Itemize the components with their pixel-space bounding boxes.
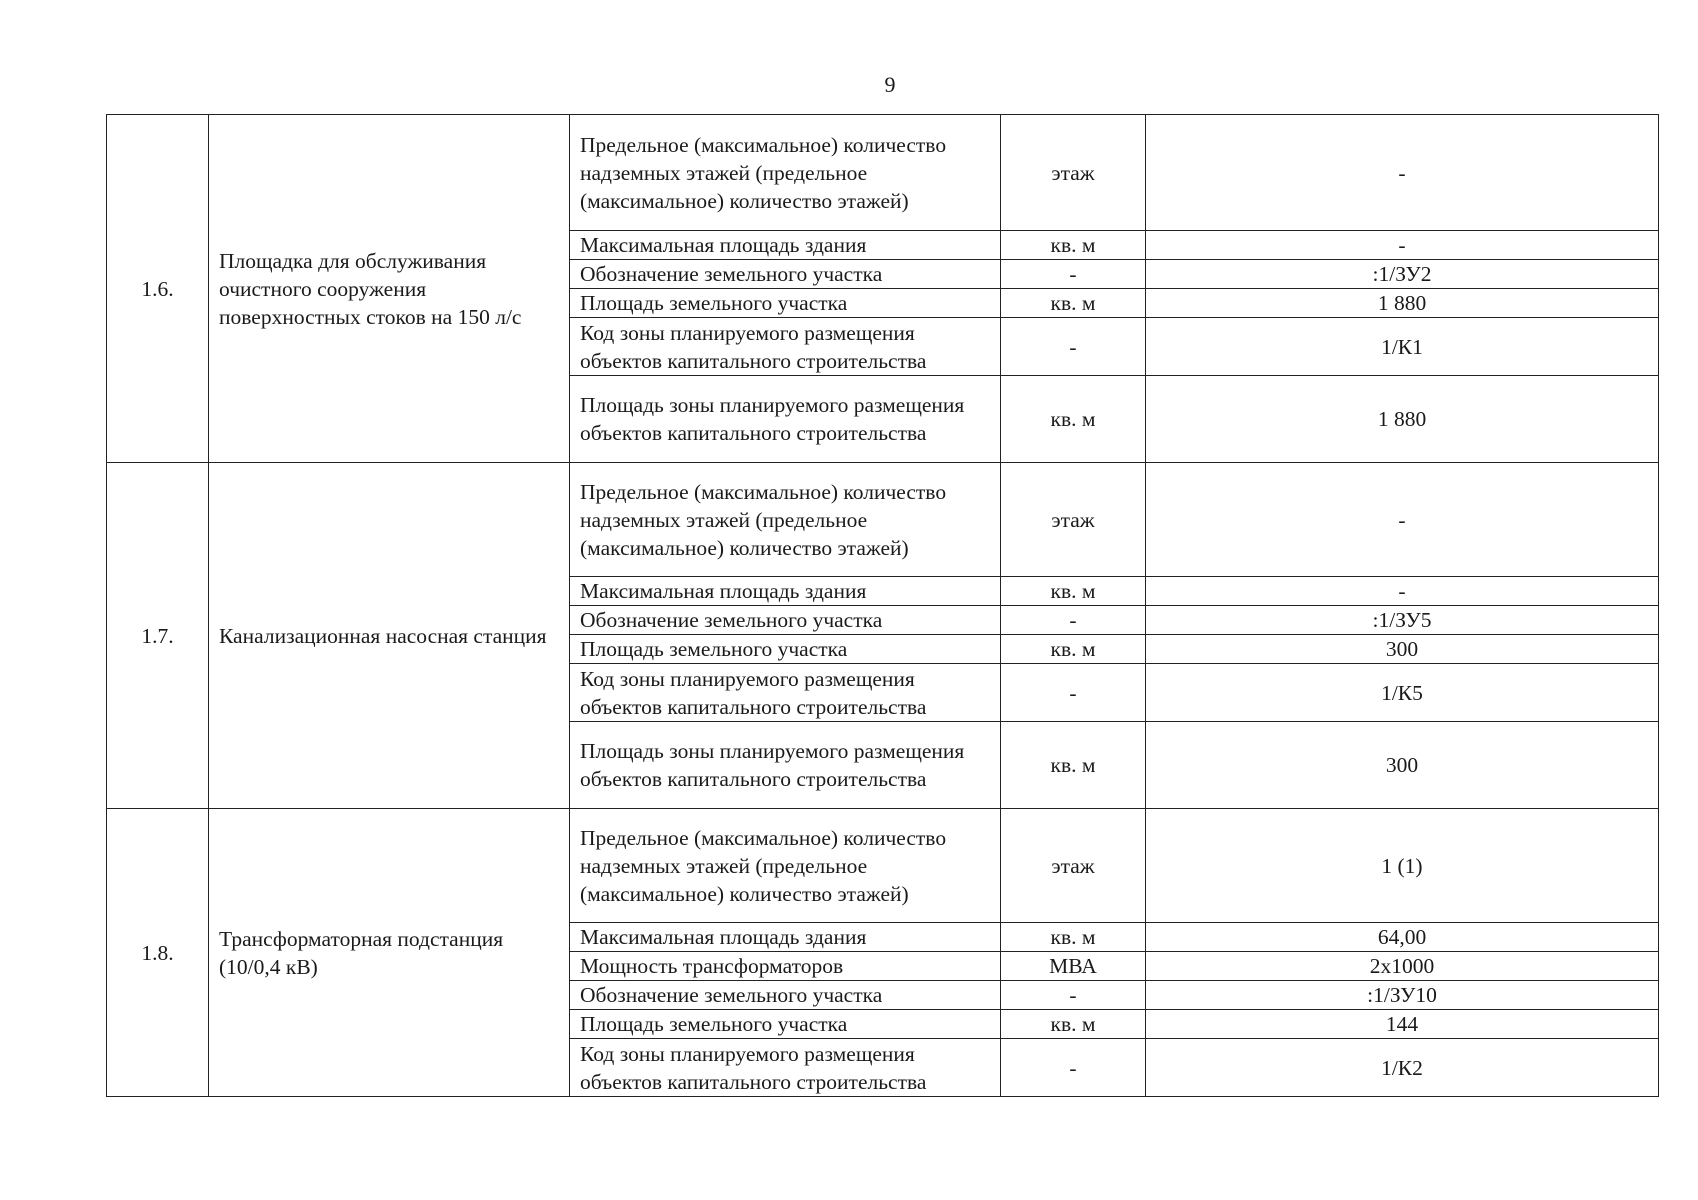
param-unit: - [1001,981,1146,1010]
table-row [107,463,1659,577]
param-unit: - [1001,260,1146,289]
param-name: Предельное (максимальное) количество надземных этажей (предельное (максимальное) количество этажей) [570,809,1001,923]
param-name: Площадь земельного участка [570,1010,1001,1039]
param-unit: этаж [1001,115,1146,231]
param-name: Площадь зоны планируемого размещения объектов капитального строительства [570,722,1001,809]
param-value: :1/ЗУ10 [1146,981,1659,1010]
param-unit: - [1001,1039,1146,1097]
param-name: Площадь земельного участка [570,635,1001,664]
param-value: 1 880 [1146,289,1659,318]
param-unit: кв. м [1001,231,1146,260]
table-row [107,115,1659,231]
param-unit: этаж [1001,809,1146,923]
param-value: :1/ЗУ5 [1146,606,1659,635]
param-unit: кв. м [1001,1010,1146,1039]
section-number: 1.7. [107,463,209,809]
param-name: Код зоны планируемого размещения объектов капитального строительства [570,318,1001,376]
param-name: Код зоны планируемого размещения объектов капитального строительства [570,664,1001,722]
param-unit: этаж [1001,463,1146,577]
param-value: 300 [1146,722,1659,809]
param-name: Максимальная площадь здания [570,923,1001,952]
param-name: Максимальная площадь здания [570,577,1001,606]
param-value: - [1146,115,1659,231]
param-name: Максимальная площадь здания [570,231,1001,260]
page-number: 9 [884,72,896,97]
param-name: Код зоны планируемого размещения объектов капитального строительства [570,1039,1001,1097]
param-value: 1/К1 [1146,318,1659,376]
parameters-table [106,114,1659,1097]
param-value: - [1146,577,1659,606]
param-unit: - [1001,664,1146,722]
param-unit: кв. м [1001,577,1146,606]
param-value: 2х1000 [1146,952,1659,981]
section-name: Площадка для обслуживания очистного сооружения поверхностных стоков на 150 л/с [209,115,570,463]
param-name: Обозначение земельного участка [570,981,1001,1010]
param-name: Площадь земельного участка [570,289,1001,318]
section-number: 1.8. [107,809,209,1097]
param-unit: кв. м [1001,923,1146,952]
param-value: 144 [1146,1010,1659,1039]
param-unit: - [1001,318,1146,376]
param-name: Обозначение земельного участка [570,260,1001,289]
param-unit: кв. м [1001,376,1146,463]
param-value: 1/К5 [1146,664,1659,722]
section-name: Трансформаторная подстанция (10/0,4 кВ) [209,809,570,1097]
param-value: 1/К2 [1146,1039,1659,1097]
param-unit: - [1001,606,1146,635]
param-value: 1 880 [1146,376,1659,463]
param-name: Обозначение земельного участка [570,606,1001,635]
param-unit: кв. м [1001,289,1146,318]
param-value: - [1146,463,1659,577]
section-name: Канализационная насосная станция [209,463,570,809]
table-row [107,809,1659,923]
param-name: Предельное (максимальное) количество надземных этажей (предельное (максимальное) количество этажей) [570,115,1001,231]
param-unit: кв. м [1001,722,1146,809]
param-name: Предельное (максимальное) количество надземных этажей (предельное (максимальное) количество этажей) [570,463,1001,577]
param-value: 64,00 [1146,923,1659,952]
param-value: 300 [1146,635,1659,664]
param-value: - [1146,231,1659,260]
param-unit: кв. м [1001,635,1146,664]
param-value: 1 (1) [1146,809,1659,923]
param-unit: МВА [1001,952,1146,981]
section-number: 1.6. [107,115,209,463]
param-value: :1/ЗУ2 [1146,260,1659,289]
param-name: Площадь зоны планируемого размещения объектов капитального строительства [570,376,1001,463]
param-name: Мощность трансформаторов [570,952,1001,981]
